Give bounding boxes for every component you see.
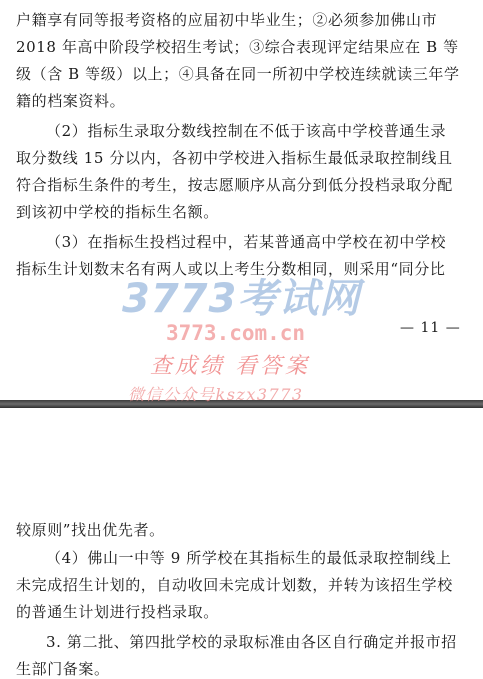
paragraph-line: 3. 第二批、第四批学校的录取标准由各区自行确定并报市招	[46, 633, 457, 651]
paragraph-line: 指标生计划数末名有两人或以上考生分数相同，则采用“同分比	[16, 260, 446, 278]
paragraph-line: 取分数线 15 分以内，各初中学校进入指标生最低录取控制线且	[16, 149, 453, 167]
paragraph-line: 的普通生计划进行投档录取。	[16, 603, 219, 621]
paragraph-line: 级（含 B 等级）以上；④具备在同一所初中学校连续就读三年学	[16, 65, 460, 83]
watermark-wechat-text: 微信公众号kszx3773	[128, 385, 304, 404]
paragraph-line: （3）在指标生投档过程中，若某普通高中学校在初中学校	[46, 233, 447, 251]
paragraph-line: 户籍享有同等报考资格的应届初中毕业生；②必须参加佛山市	[16, 11, 438, 29]
paragraph-line: 符合指标生条件的考生，按志愿顺序从高分到低分投档录取分配	[16, 176, 453, 194]
page-number: — 11 —	[400, 320, 461, 336]
paragraph-line: 籍的档案资料。	[16, 92, 126, 110]
watermark-slogan: 查成绩 看答案	[150, 354, 310, 379]
paragraph-line: （4）佛山一中等 9 所学校在其指标生的最低录取控制线上	[46, 549, 452, 567]
paragraph-line: 生部门备案。	[16, 660, 110, 678]
document-page-bottom	[0, 408, 483, 678]
watermark-url: 3773.com.cn	[166, 321, 306, 345]
paragraph-line: 未完成招生计划的，自动收回未完成计划数，并转为该招生学校	[16, 576, 453, 594]
paragraph-line: （2）指标生录取分数线控制在不低于该高中学校普通生录	[46, 122, 447, 140]
paragraph-line: 2018 年高中阶段学校招生考试；③综合表现评定结果应在 B 等	[16, 38, 459, 56]
paragraph-line: 到该初中学校的指标生名额。	[16, 203, 219, 221]
watermark-logo: 3773考试网	[122, 276, 361, 322]
paragraph-line: 较原则”找出优先者。	[16, 521, 165, 539]
